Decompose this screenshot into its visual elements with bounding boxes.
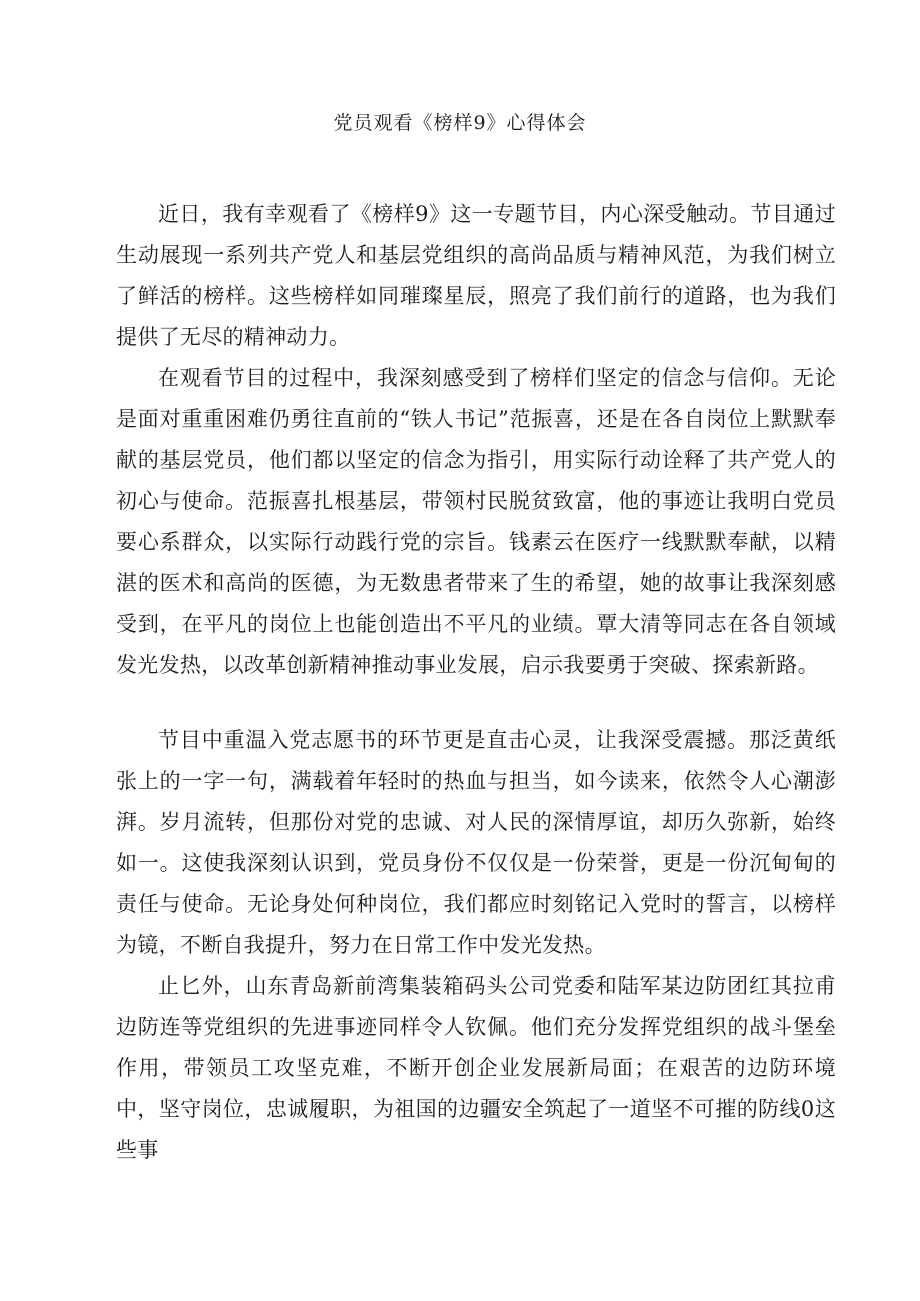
document-body <box>116 194 836 1171</box>
paragraph-2: 在观看节目的过程中，我深刻感受到了榜样们坚定的信念与信仰。无论是面对重重困难仍勇往直前的“铁人书记”范振喜，还是在各自岗位上默默奉献的基层党员，他们都以坚定的信念为指引，用实际行动诠释了共产党人的初心与使命。范振喜扎根基层，带领村民脱贫致富，他的事迹让我明白党员要心系群众，以实际行动践行党的宗旨。钱素云在医疗一线默默奉献，以精湛的医术和高尚的医德，为无数患者带来了生的希望，她的故事让我深刻感受到，在平凡的岗位上也能创造出不平凡的业绩。覃大清等同志在各自领域发光发热，以改革创新精神推动事业发展，启示我要勇于突破、探索新路。 <box>116 366 836 677</box>
paragraph-4: 止匕外，山东青岛新前湾集装箱码头公司党委和陆军某边防团红其拉甫边防连等党组织的先进事迹同样令人钦佩。他们充分发挥党组织的战斗堡垒作用，带领员工攻坚克难，不断开创企业发展新局面；在艰苦的边防环境中，坚守岗位，忠诚履职，为祖国的边疆安全筑起了一道坚不可摧的防线0这些事 <box>116 974 836 1162</box>
paragraph-3: 节目中重温入党志愿书的环节更是直击心灵，让我深受震撼。那泛黄纸张上的一字一句，满载着年轻时的热血与担当，如今读来，依然令人心潮澎湃。岁月流转，但那份对党的忠诚、对人民的深情厚谊，却历久弥新，始终如一。这使我深刻认识到，党员身份不仅仅是一份荣誉，更是一份沉甸甸的责任与使命。无论身处何种岗位，我们都应时刻铭记入党时的誓言，以榜样为镜，不断自我提升，努力在日常工作中发光发热。 <box>116 728 836 957</box>
document-title: 党员观看《榜样9》心得体会 <box>333 112 587 134</box>
paragraph-1: 近日，我有幸观看了《榜样9》这一专题节目，内心深受触动。节目通过生动展现一系列共产党人和基层党组织的高尚品质与精神风范，为我们树立了鲜活的榜样。这些榜样如同璀璨星辰，照亮了我们前行的道路，也为我们提供了无尽的精神动力。 <box>116 202 836 349</box>
